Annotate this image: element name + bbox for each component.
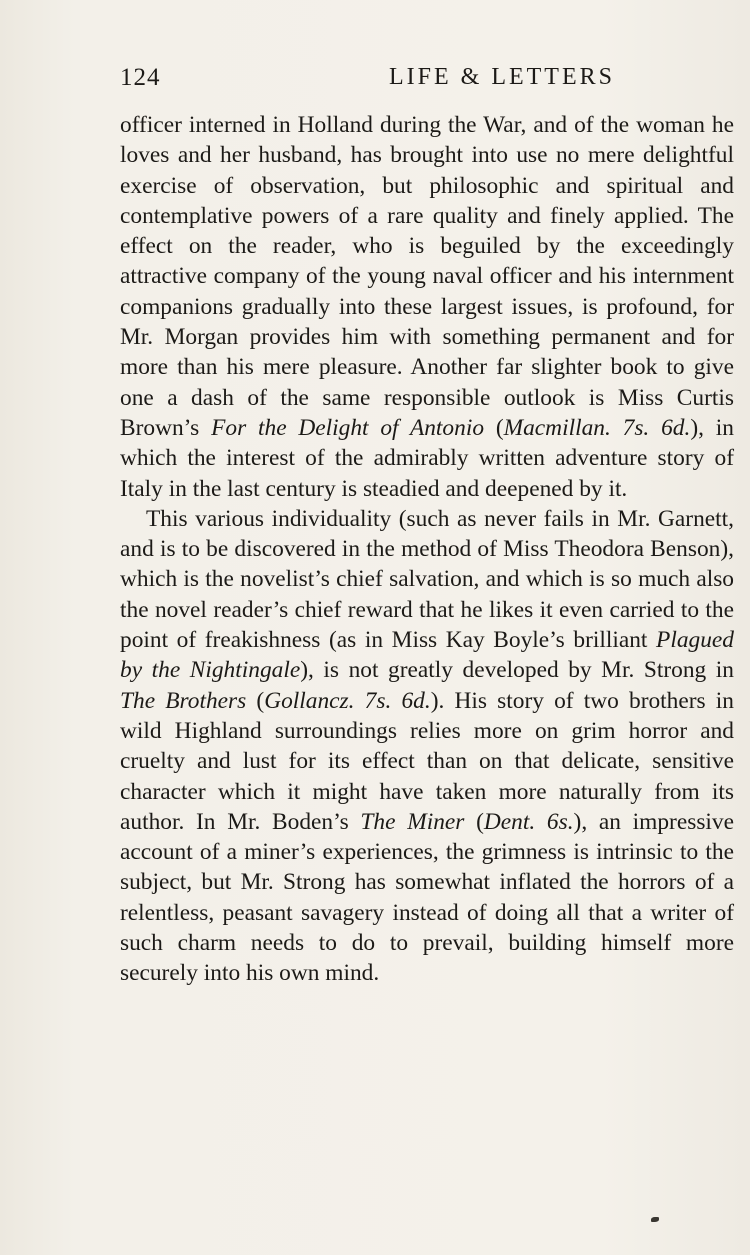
- text-run: (: [484, 414, 504, 441]
- page-header: [120, 64, 734, 104]
- text-run: ), in which the interest of the admirably written adventure story of Italy in the last century is steadied and deepened by it.: [120, 414, 734, 502]
- ink-speck: [651, 1217, 659, 1222]
- text-run: officer interned in Holland during the War, and of the woman he loves and her husband, has brought into use no mere delightful exercise of observation, but philosophic and spiritual and contemplative powers of a rare quality and finely applied. The effect on the reader, who is beguiled by the exceedingly attractive company of the young naval officer and his internment companions gradually into these largest issues, is profound, for Mr. Morgan provides him with something permanent and for more than his mere pleasure. Another far slighter book to give one a dash of the same responsible outlook is Miss Curtis Brown’s: [120, 112, 734, 441]
- text-run: This various individuality (such as never fails in Mr. Garnett, and is to be discovered in the method of Miss Theodora Benson), which is the novelist’s chief salvation, and which is so much also the novel reader’s chief reward that he likes it even carried to the point of freakishness (as in Miss Kay Boyle’s brilliant: [120, 505, 734, 654]
- text-run: ), an impressive account of a miner’s experiences, the grimness is intrinsic to the subject, but Mr. Strong has somewhat inflated the horrors of a relentless, peasant savagery instead of doing all that a writer of such charm needs to do to prevail, building himself more securely into his own mind.: [120, 808, 735, 987]
- publisher-macmillan: Macmillan. 7s. 6d.: [503, 414, 691, 441]
- text-run: (: [464, 808, 484, 835]
- running-head-container: [120, 64, 734, 91]
- book-title-the-miner: The Miner: [360, 808, 465, 835]
- book-title-for-the-delight-of-antonio: For the Delight of Antonio: [211, 414, 485, 441]
- book-title-plagued-by-the-nightingale: Plagued by the Nightingale: [120, 627, 734, 684]
- book-title-the-brothers: The Brothers: [120, 687, 247, 714]
- paragraph-1: [120, 110, 734, 504]
- publisher-gollancz: Gollancz. 7s. 6d.: [264, 687, 431, 714]
- body-text: [120, 110, 734, 989]
- running-head: LIFE & LETTERS: [389, 64, 615, 90]
- paragraph-2: [120, 504, 734, 989]
- text-run: (: [246, 687, 265, 714]
- publisher-dent: Dent. 6s.: [483, 808, 574, 835]
- text-run: ), is not greatly developed by Mr. Strong in: [300, 657, 734, 684]
- text-run: ). His story of two brothers in wild Highland surroundings relies more on grim horror and cruelty and lust for its effect than on that delicate, sensitive character which it might have taken more naturally from its author. In Mr. Boden’s: [120, 687, 734, 835]
- page-number: 124: [120, 64, 161, 91]
